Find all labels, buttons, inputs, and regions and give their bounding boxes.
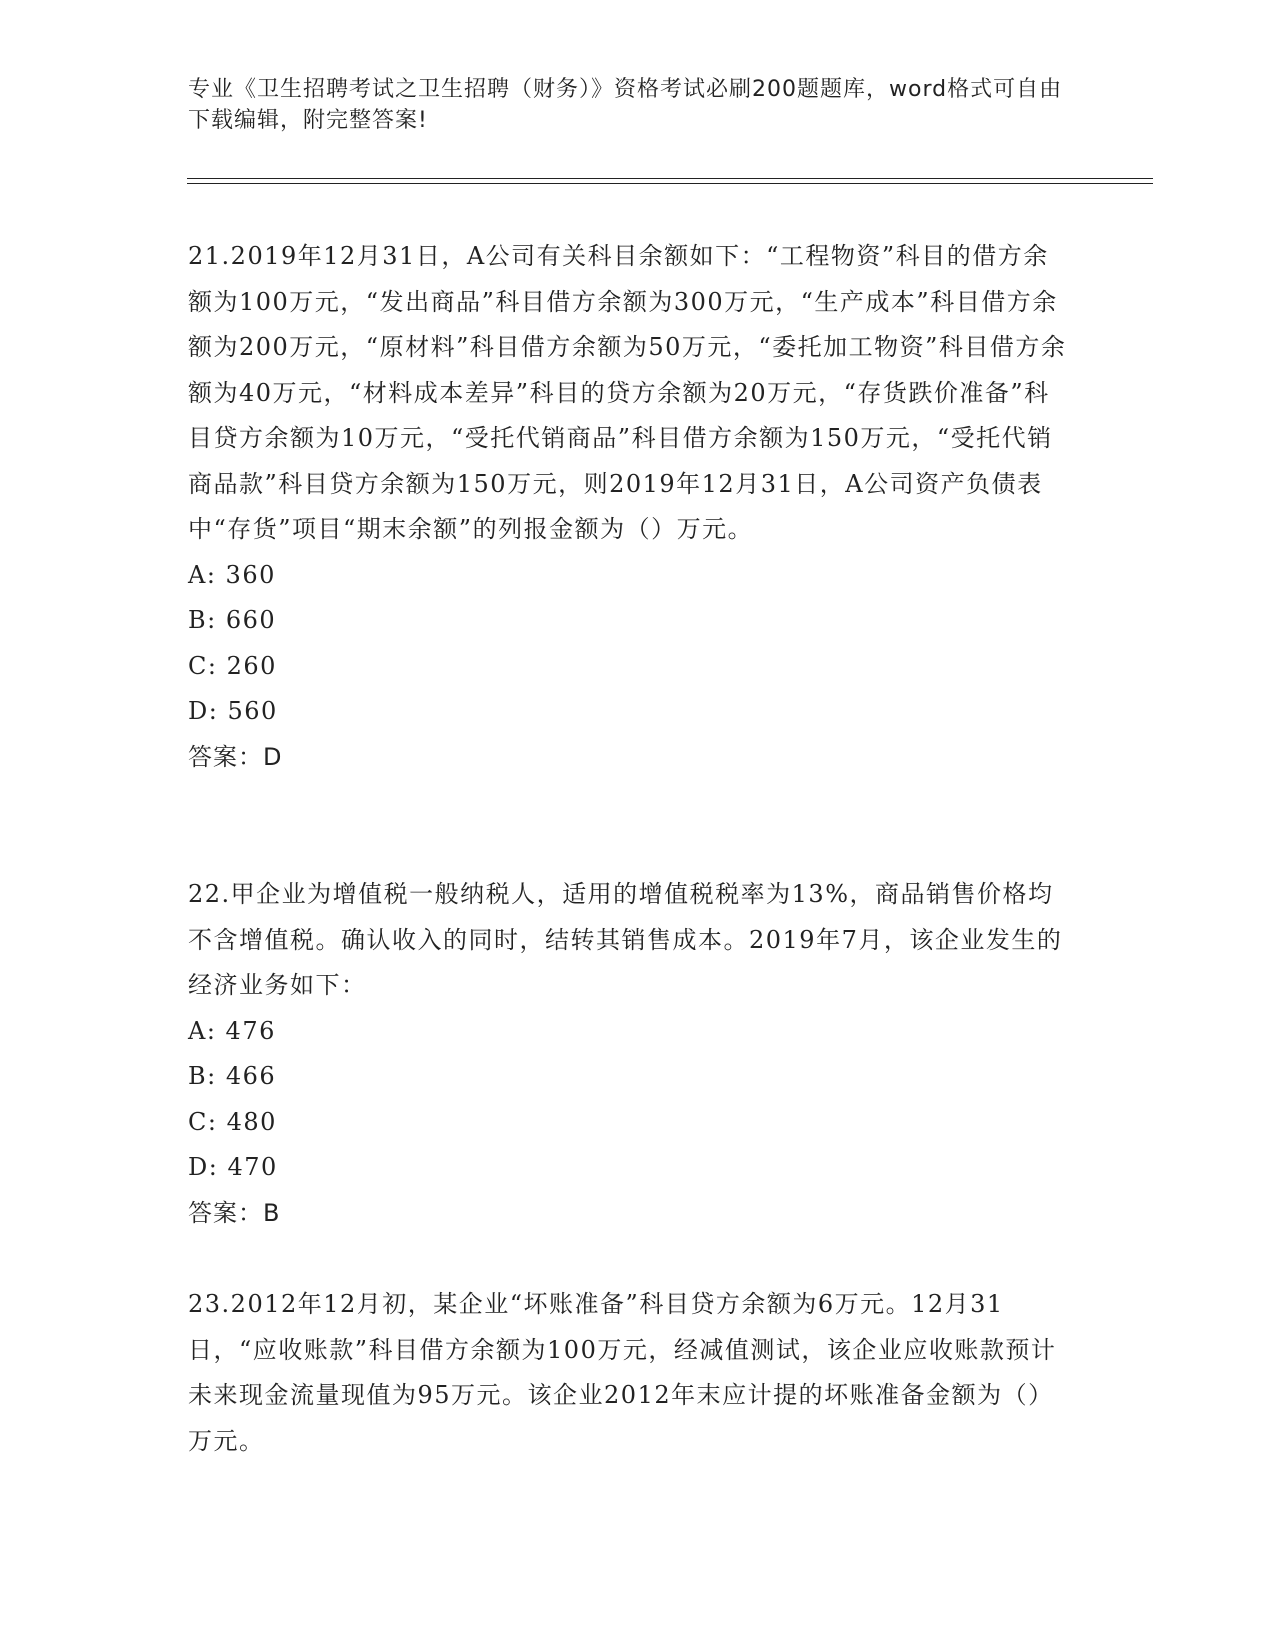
document-header: 专业《卫生招聘考试之卫生招聘（财务）》资格考试必刷200题题库，word格式可自由下载编辑，附完整答案! — [188, 77, 1063, 133]
option-a: A: 360 — [188, 560, 276, 589]
option-a: A: 476 — [188, 1016, 276, 1045]
question-23 — [188, 1282, 1068, 1464]
answer-label: 答案：B — [188, 1198, 281, 1227]
option-d: D: 470 — [188, 1153, 278, 1181]
question-21 — [188, 234, 1068, 780]
question-22 — [188, 872, 1068, 1236]
header-divider-top — [187, 178, 1153, 179]
option-c: C: 260 — [188, 651, 277, 680]
answer-label: 答案：D — [188, 742, 283, 771]
option-b: B: 660 — [188, 606, 277, 634]
option-b: B: 466 — [188, 1062, 277, 1090]
question-stem: 23.2012年12月初，某企业“坏账准备”科目贷方余额为6万元。12月31日，“应收账款”科目借方余额为100万元，经减值测试，该企业应收账款预计未来现金流量现值为95万元。该企业2012年末应计提的坏账准备金额为（）万元。 — [188, 1290, 1057, 1455]
option-d: D: 560 — [188, 697, 278, 725]
option-c: C: 480 — [188, 1107, 277, 1136]
question-stem: 21.2019年12月31日，A公司有关科目余额如下：“工程物资”科目的借方余额为100万元，“发出商品”科目借方余额为300万元，“生产成本”科目借方余额为200万元，“原材料”科目借方余额为50万元，“委托加工物资”科目借方余额为40万元，“材料成本差异”科目的贷方余额为20万元，“存货跌价准备”科目贷方余额为10万元，“受托代销商品”科目借方余额为150万元，“受托代销商品款”科目贷方余额为150万元，则2019年12月31日，A公司资产负债表中“存货”项目“期末余额”的列报金额为（）万元。 — [188, 242, 1067, 543]
header-divider-bottom — [187, 183, 1153, 184]
question-stem: 22.甲企业为增值税一般纳税人，适用的增值税税率为13%，商品销售价格均不含增值税。确认收入的同时，结转其销售成本。2019年7月，该企业发生的经济业务如下： — [188, 880, 1063, 999]
